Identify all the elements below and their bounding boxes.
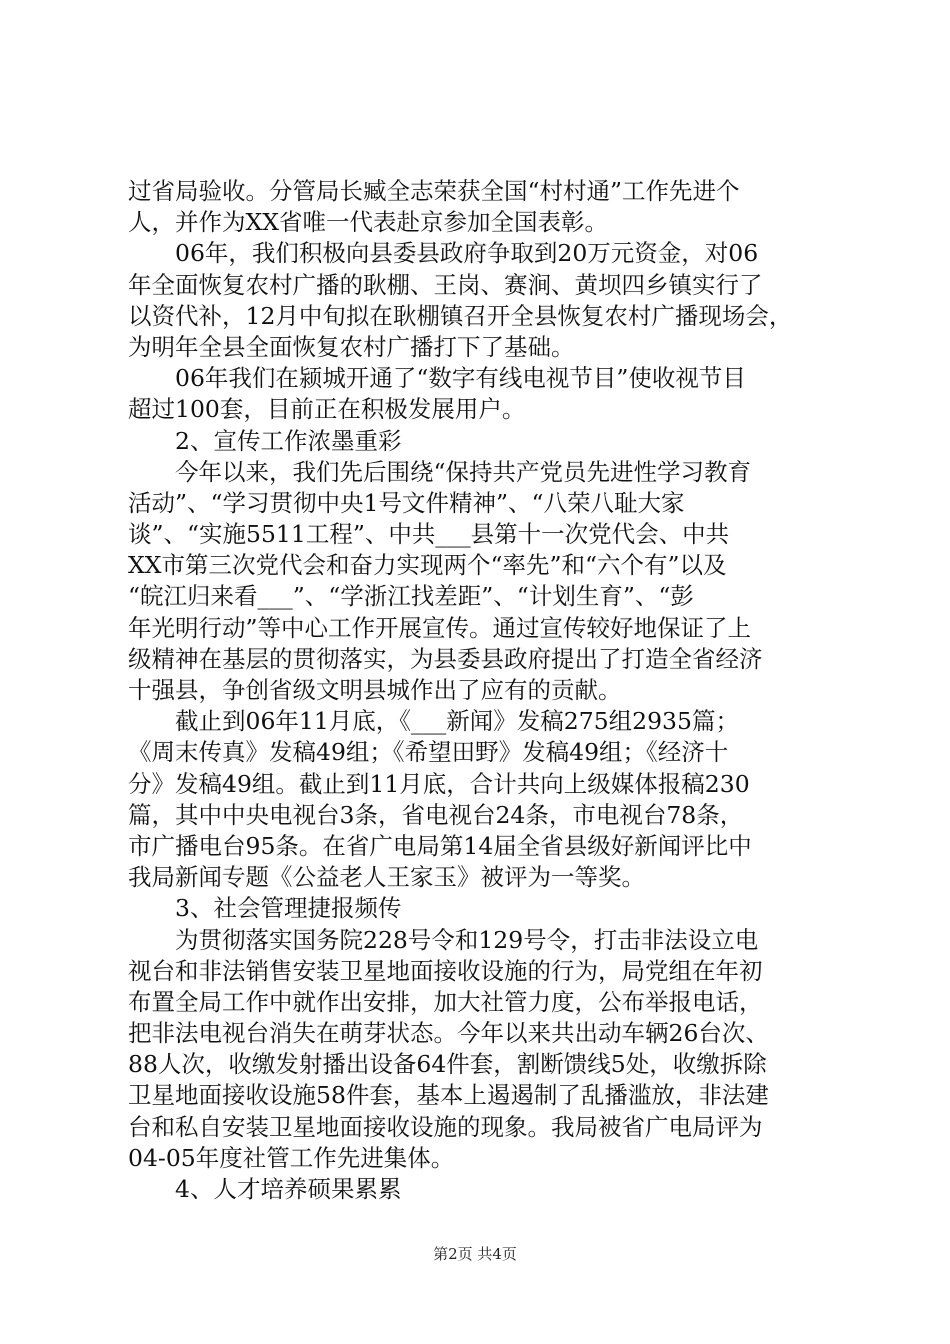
text-line: 4、人才培养硕果累累 (128, 1175, 402, 1203)
text-line: 《周末传真》发稿49组；《希望田野》发稿49组；《经济十 (128, 738, 729, 767)
text-line: 88人次，收缴发射播出设备64件套，割断馈线5处，收缴拆除 (128, 1050, 767, 1079)
text-line: 篇，其中中央电视台3条，省电视台24条，市电视台78条， (128, 800, 744, 829)
text-line: 2、宣传工作浓墨重彩 (128, 426, 402, 455)
page-footer: 第2页 共4页 (433, 1245, 517, 1263)
text-line: 为贯彻落实国务院228号令和129号令，打击非法设立电 (128, 925, 759, 954)
text-line: 十强县，争创省级文明县城作出了应有的贡献。 (128, 676, 622, 704)
text-line: 视台和非法销售安装卫星地面接收设施的行为，局党组在年初 (128, 956, 763, 985)
text-line: 布置全局工作中就作出安排，加大社管力度，公布举报电话， (128, 987, 763, 1016)
text-line: 台和私自安装卫星地面接收设施的现象。我局被省广电局评为 (128, 1112, 763, 1141)
text-line: 今年以来，我们先后围绕“保持共产党员先进性学习教育 (128, 457, 752, 486)
text-line: 市广播电台95条。在省广电局第14届全省县级好新闻评比中 (128, 831, 752, 860)
text-line: 级精神在基层的贯彻落实，为县委县政府提出了打造全省经济 (128, 644, 763, 673)
text-line: 活动”、“学习贯彻中央1号文件精神”、“八荣八耻大家 (128, 488, 685, 517)
text-line: 06年我们在颍城开通了“数字有线电视节目”使收视节目 (128, 364, 746, 393)
text-line: 为明年全县全面恢复农村广播打下了基础。 (128, 332, 575, 361)
text-line: 年全面恢复农村广播的耿棚、王岗、赛涧、黄坝四乡镇实行了 (128, 270, 763, 299)
text-line: 过省局验收。分管局长臧全志荣获全国“村村通”工作先进个 (128, 177, 740, 205)
text-line: 把非法电视台消失在萌芽状态。今年以来共出动车辆26台次、 (128, 1019, 769, 1048)
text-line: 我局新闻专题《公益老人王家玉》被评为一等奖。 (128, 863, 645, 892)
text-line: XX市第三次党代会和奋力实现两个“率先”和“六个有”以及 (128, 551, 727, 580)
text-line: 04-05年度社管工作先进集体。 (128, 1143, 455, 1172)
text-line: 人，并作为XX省唯一代表赴京参加全国表彰。 (128, 208, 608, 237)
document-body (128, 176, 828, 1205)
text-line: 以资代补，12月中旬拟在耿棚镇召开全县恢复农村广播现场会， (128, 301, 793, 330)
text-line: 截止到06年11月底，《___新闻》发稿275组2935篇； (128, 707, 739, 736)
text-line: 3、社会管理捷报频传 (128, 894, 402, 923)
text-line: 年光明行动”等中心工作开展宣传。通过宣传较好地保证了上 (128, 613, 752, 642)
text-line: 分》发稿49组。截止到11月底，合计共向上级媒体报稿230 (128, 769, 750, 798)
text-line: 谈”、“实施5511工程”、中共___县第十一次党代会、中共 (128, 520, 730, 549)
text-line: 卫星地面接收设施58件套，基本上遏遏制了乱播滥放，非法建 (128, 1081, 769, 1110)
text-line: “皖江归来看___”、“学浙江找差距”、“计划生育”、“彭 (128, 582, 694, 611)
text-line: 06年，我们积极向县委县政府争取到20万元资金，对06 (128, 239, 759, 268)
text-line: 超过100套，目前正在积极发展用户。 (128, 395, 526, 424)
